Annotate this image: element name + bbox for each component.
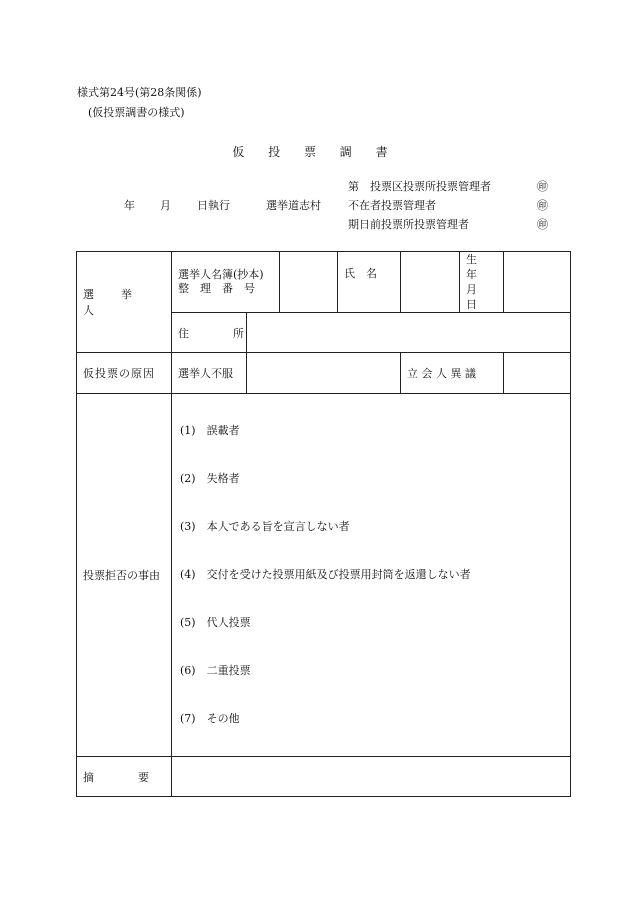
form-number: 様式第24号(第28条関係) <box>77 86 202 99</box>
witness-objection-field[interactable] <box>504 353 571 394</box>
reason-item: (1) 誤載者 <box>180 424 240 437</box>
provisional-vote-table <box>76 251 571 797</box>
refusal-reason-list <box>172 394 571 757</box>
manager-line-1: 第 投票区投票所投票管理者 <box>348 180 491 193</box>
reason-item: (4) 交付を受けた投票用紙及び投票用封筒を返還しない者 <box>180 568 471 581</box>
voter-objection-label: 選挙人不服 <box>172 353 247 394</box>
seal-mark-1: ㊞ <box>537 180 548 193</box>
cause-label: 仮投票の原因 <box>77 353 172 394</box>
address-label: 住 所 <box>172 313 247 353</box>
birth-date-label <box>460 252 504 313</box>
voter-objection-field[interactable] <box>247 353 401 394</box>
reason-item: (7) その他 <box>180 712 240 725</box>
registry-number-label <box>172 252 280 313</box>
execution-year: 年 <box>124 199 135 212</box>
registry-number-field[interactable] <box>280 252 338 313</box>
reason-item: (6) 二重投票 <box>180 664 251 677</box>
execution-day: 日執行 <box>197 199 230 212</box>
registry-label-line-2: 整 理 番 号 <box>178 282 255 295</box>
refusal-reason-label: 投票拒否の事由 <box>77 394 172 757</box>
name-label: 氏 名 <box>338 252 401 313</box>
seal-mark-3: ㊞ <box>537 218 548 231</box>
manager-line-2: 不在者投票管理者 <box>348 199 436 212</box>
birth-label-line-2: 月 日 <box>466 283 488 311</box>
voter-label: 選 挙 人 <box>77 252 172 353</box>
reason-item: (2) 失格者 <box>180 472 240 485</box>
remarks-label: 摘 要 <box>77 757 172 797</box>
birth-label-line-1: 生 年 <box>466 253 488 281</box>
election-municipality: 選挙道志村 <box>266 199 321 212</box>
reason-item: (5) 代人投票 <box>180 616 251 629</box>
manager-line-3: 期日前投票所投票管理者 <box>348 218 469 231</box>
execution-month: 月 <box>160 199 171 212</box>
name-field[interactable] <box>401 252 460 313</box>
witness-objection-label: 立 会 人 異 議 <box>401 353 504 394</box>
address-field[interactable] <box>247 313 571 353</box>
form-subtitle: (仮投票調書の様式) <box>88 106 185 119</box>
document-title: 仮 投 票 調 書 <box>232 145 398 159</box>
remarks-field[interactable] <box>172 757 571 797</box>
registry-label-line-1: 選挙人名簿(抄本) <box>178 268 264 281</box>
seal-mark-2: ㊞ <box>537 199 548 212</box>
reason-item: (3) 本人である旨を宣言しない者 <box>180 520 350 533</box>
birth-date-field[interactable] <box>504 252 571 313</box>
